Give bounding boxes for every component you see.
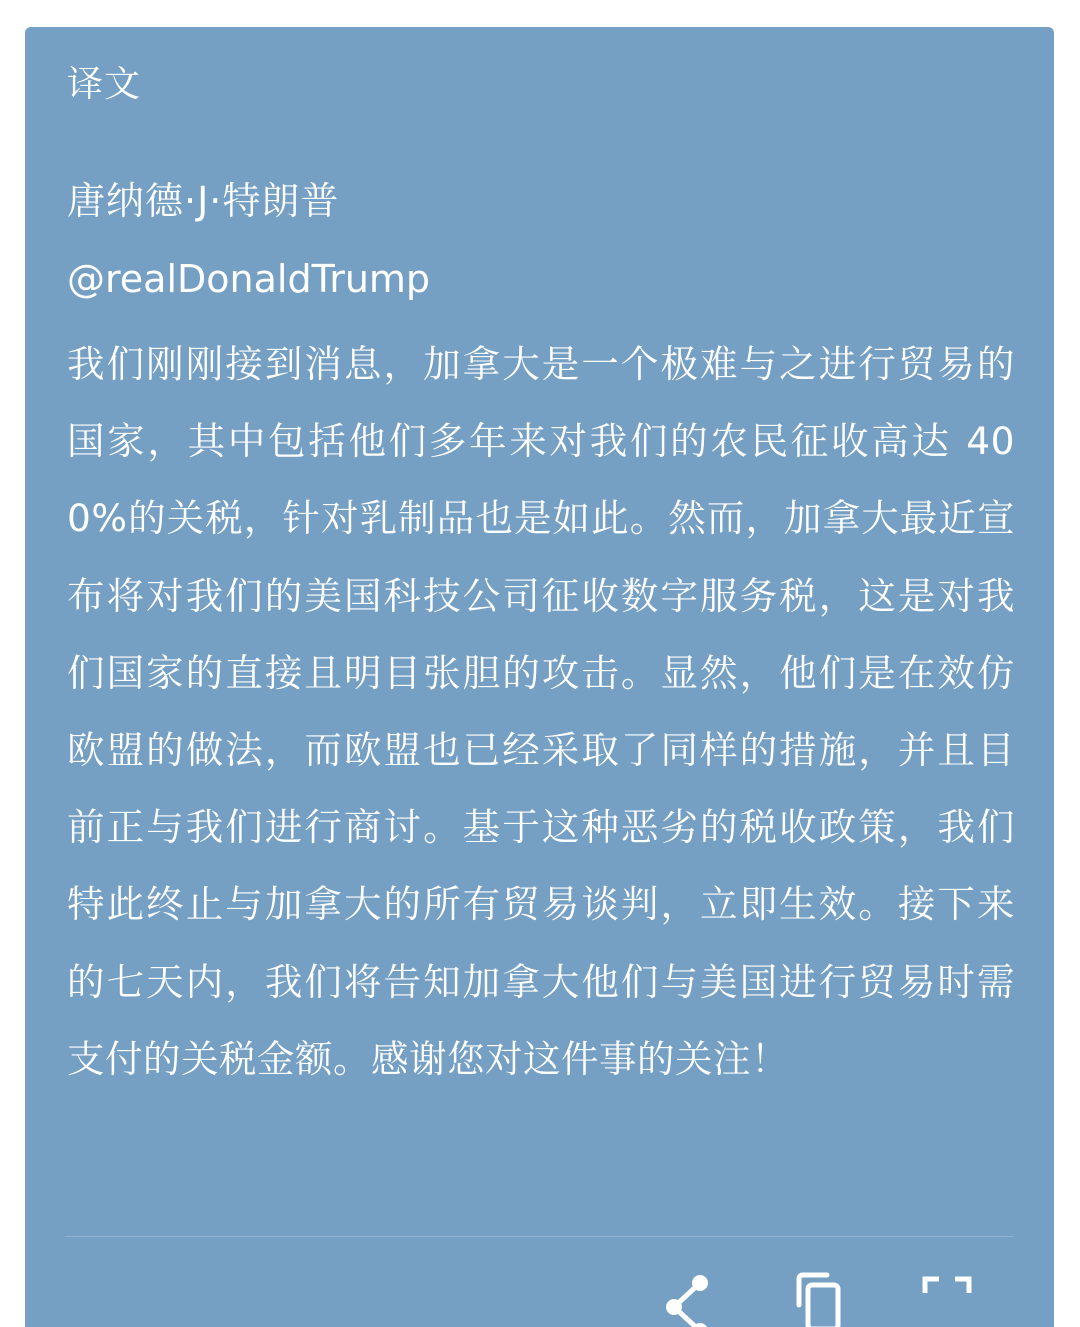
card-header-title: 译文 bbox=[67, 64, 142, 105]
author-name: 唐纳德·J·特朗普 bbox=[67, 179, 340, 223]
share-icon bbox=[662, 1271, 714, 1327]
translation-card bbox=[25, 27, 1054, 1327]
divider bbox=[65, 1236, 1014, 1237]
fullscreen-icon bbox=[921, 1271, 973, 1327]
action-bar bbox=[25, 1271, 1054, 1327]
fullscreen-button[interactable] bbox=[919, 1271, 975, 1327]
translated-text: 我们刚刚接到消息，加拿大是一个极难与之进行贸易的国家，其中包括他们多年来对我们的农民征收高达 400%的关税，针对乳制品也是如此。然而，加拿大最近宣布将对我们的美国科技公司征收数字服务税，这是对我们国家的直接且明目张胆的攻击。显然，他们是在效仿欧盟的做法，而欧盟也已经采取了同样的措施，并且目前正与我们进行商讨。基于这种恶劣的税收政策，我们特此终止与加拿大的所有贸易谈判，立即生效。接下来的七天内，我们将告知加拿大他们与美国进行贸易时需支付的关税金额。感谢您对这件事的关注！ bbox=[67, 342, 1015, 1081]
author-handle: @realDonaldTrump bbox=[67, 257, 431, 301]
copy-icon bbox=[793, 1271, 845, 1327]
share-button[interactable] bbox=[660, 1271, 716, 1327]
copy-button[interactable] bbox=[791, 1271, 847, 1327]
